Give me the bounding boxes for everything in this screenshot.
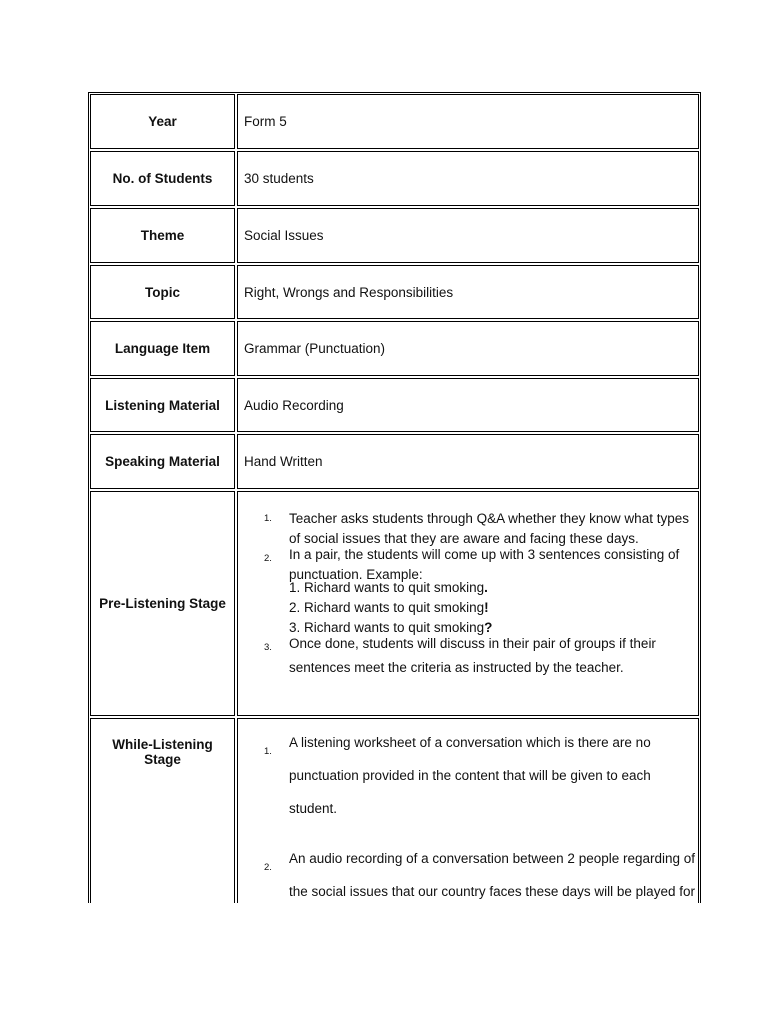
table-row — [89, 320, 700, 377]
while-listening-list — [244, 735, 696, 903]
table-row-while-listening — [89, 717, 700, 903]
row-value: Social Issues — [237, 208, 699, 263]
list-text: of social issues that they are aware and facing these days. — [289, 531, 639, 546]
example-sentence: 1. Richard wants to quit smoking. — [289, 580, 488, 595]
row-label: Topic — [90, 265, 235, 319]
list-item — [244, 636, 692, 680]
list-text: An audio recording of a conversation between 2 people regarding of — [289, 851, 696, 866]
list-number: 1. — [264, 746, 272, 757]
row-value: Hand Written — [237, 434, 699, 489]
list-text: punctuation. Example: — [289, 567, 423, 582]
list-text: Teacher asks students through Q&A whether they know what types — [289, 511, 689, 526]
list-text: A listening worksheet of a conversation which is there are no — [289, 735, 651, 750]
list-text: punctuation provided in the content that will be given to each — [289, 768, 651, 783]
list-text: In a pair, the students will come up with 3 sentences consisting of — [289, 547, 680, 562]
list-number: 2. — [264, 862, 272, 873]
row-value: Grammar (Punctuation) — [237, 321, 699, 376]
list-text: Once done, students will discuss in their pair of groups if their — [289, 636, 656, 651]
table-row — [89, 377, 700, 433]
row-label: Listening Material — [90, 378, 235, 432]
example-sentence: 2. Richard wants to quit smoking! — [289, 600, 489, 615]
table-row-pre-listening — [89, 490, 700, 717]
table-row — [89, 93, 700, 150]
list-item — [244, 547, 692, 636]
table-row — [89, 433, 700, 490]
pre-listening-list — [244, 507, 692, 680]
pre-listening-steps — [237, 491, 699, 716]
list-number: 2. — [264, 553, 272, 564]
table-row — [89, 150, 700, 207]
list-item — [244, 735, 692, 825]
example-sentence: 3. Richard wants to quit smoking? — [289, 620, 493, 635]
list-text: student. — [289, 801, 338, 816]
lesson-plan-table — [88, 92, 701, 903]
table-row — [89, 264, 700, 320]
while-listening-steps — [237, 718, 699, 903]
table-row — [89, 207, 700, 264]
row-value: Audio Recording — [237, 378, 699, 432]
list-number: 3. — [264, 642, 272, 653]
list-number: 1. — [264, 513, 272, 524]
row-label: Pre-Listening Stage — [90, 491, 235, 716]
row-value: Form 5 — [237, 94, 699, 149]
list-text: the social issues that our country faces these days will be played for — [289, 884, 695, 899]
list-item — [244, 851, 696, 903]
row-value: 30 students — [237, 151, 699, 206]
row-label: Language Item — [90, 321, 235, 376]
row-value: Right, Wrongs and Responsibilities — [237, 265, 699, 319]
list-text: sentences meet the criteria as instructed by the teacher. — [289, 660, 624, 675]
list-item — [244, 507, 692, 547]
row-label: While-Listening Stage — [90, 718, 235, 903]
row-label: Speaking Material — [90, 434, 235, 489]
row-label: No. of Students — [90, 151, 235, 206]
row-label: Year — [90, 94, 235, 149]
row-label: Theme — [90, 208, 235, 263]
